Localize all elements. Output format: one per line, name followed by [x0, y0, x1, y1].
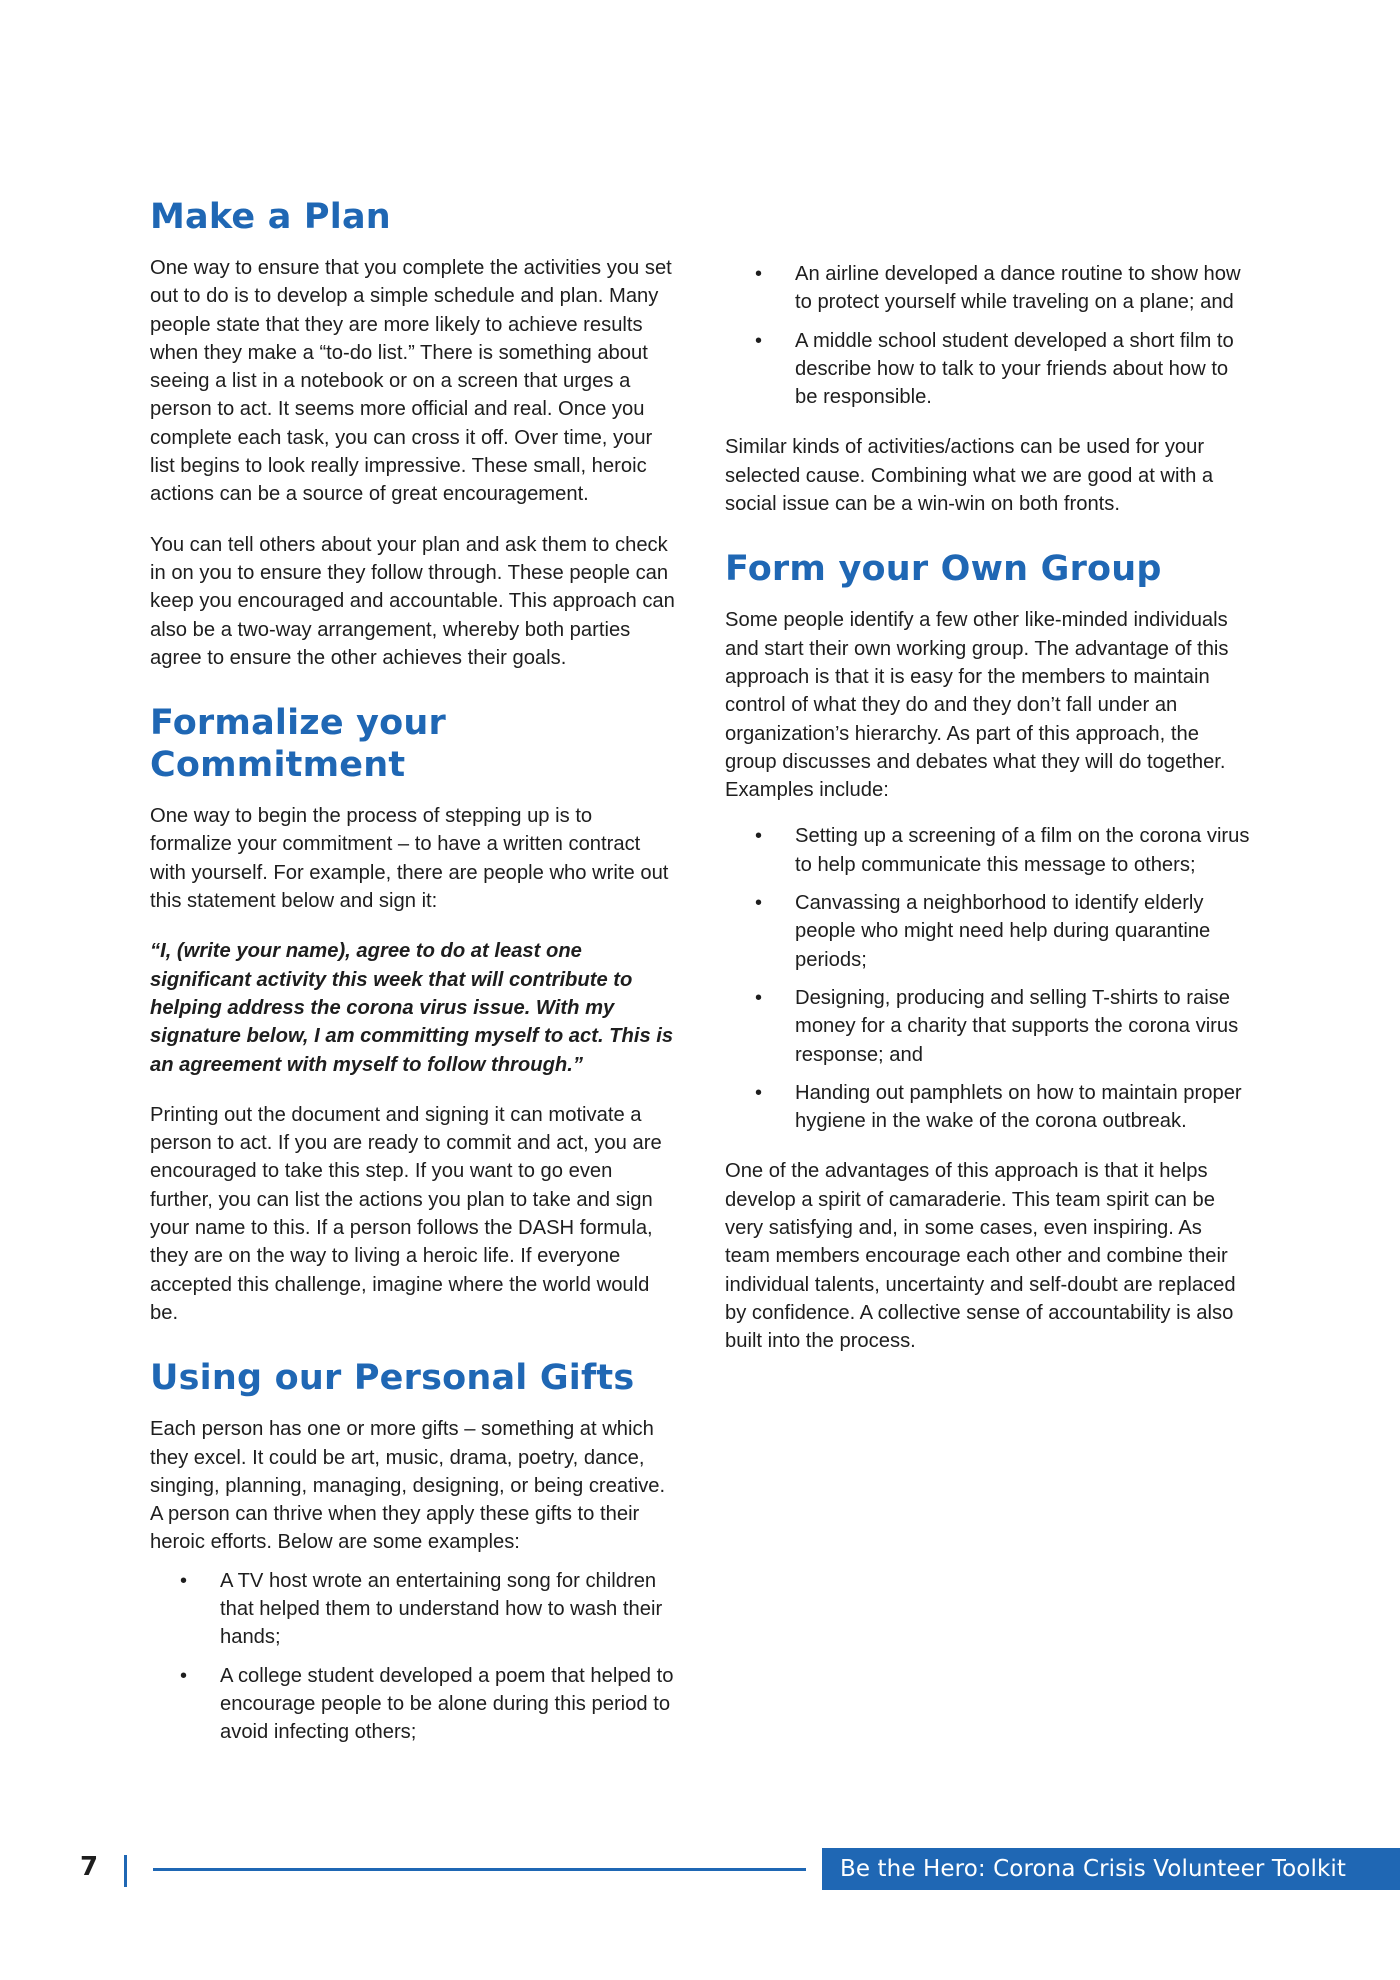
list-item — [725, 260, 1250, 317]
list-item — [725, 822, 1250, 879]
bullet-icon: • — [755, 1081, 763, 1104]
list-item-text: A middle school student developed a short film to describe how to talk to your friends about how to be responsible. — [795, 329, 1234, 409]
heading-formalize-commitment: Formalize your Commitment — [150, 703, 447, 786]
commitment-quote: “I, (write your name), agree to do at least one significant activity this week that will contribute to helping address the corona virus issue. With my signature below, I am committing myself to act. This is an agreement with myself to follow through.” — [150, 940, 674, 1076]
footer-rule — [153, 1868, 806, 1871]
commitment-paragraph-2: Printing out the document and signing it can motivate a person to act. If you are ready to commit and act, you are encouraged to take this step. If you want to go even further, you can list the actions you plan to take and sign your name to this. If a person follows the DASH formula, they are on the way to living a heroic life. If everyone accepted this challenge, imagine where the world would be. — [150, 1103, 662, 1324]
group-paragraph-2: One of the advantages of this approach is that it helps develop a spirit of camaraderie. This team spirit can be very satisfying and, in some cases, even inspiring. As team members encourage each other and combine their individual talents, uncertainty and self-doubt are replaced by confidence. A collective sense of accountability is also built into the process. — [725, 1160, 1236, 1353]
bullet-icon: • — [755, 329, 763, 352]
list-item-text: Designing, producing and selling T-shirts to raise money for a charity that supports the corona virus response; and — [795, 986, 1239, 1066]
similar-paragraph: Similar kinds of activities/actions can be used for your selected cause. Combining what we are good at with a social issue can be a win-win on both fronts. — [725, 436, 1214, 516]
gifts-paragraph-1: Each person has one or more gifts – something at which they excel. It could be art, music, drama, poetry, dance, singing, planning, managing, designing, or being creative. A person can thrive when they apply these gifts to their heroic efforts. Below are some examples: — [150, 1418, 666, 1554]
examples-bullet-list — [725, 260, 1250, 411]
bullet-icon: • — [755, 263, 763, 285]
bullet-icon: • — [755, 892, 763, 915]
list-item-text: Handing out pamphlets on how to maintain proper hygiene in the wake of the corona outbreak. — [795, 1081, 1242, 1133]
heading-make-a-plan: Make a Plan — [150, 197, 391, 237]
bullet-icon: • — [180, 1664, 188, 1687]
list-item — [150, 1662, 675, 1747]
list-item-text: Canvassing a neighborhood to identify elderly people who might need help during quarantine periods; — [795, 892, 1211, 971]
list-item-text: A TV host wrote an entertaining song for children that helped them to understand how to wash their hands; — [220, 1569, 663, 1649]
list-item — [725, 889, 1250, 974]
list-item — [725, 327, 1250, 412]
footer-title-banner: Be the Hero: Corona Crisis Volunteer Toolkit — [822, 1848, 1400, 1890]
plan-paragraph-2: You can tell others about your plan and ask them to check in on you to ensure they follow through. These people can keep you encouraged and accountable. This approach can also be a two-way arrangement, whereby both parties agree to ensure the other achieves their goals. — [150, 533, 675, 669]
plan-paragraph-1: One way to ensure that you complete the activities you set out to do is to develop a simple schedule and plan. Many people state that they are more likely to achieve results when they make a “to-do list.” There is something about seeing a list in a notebook or on a screen that urges a person to act. It seems more official and real. Once you complete each task, you can cross it off. Over time, your list begins to look really impressive. These small, heroic actions can be a source of great encouragement. — [150, 257, 672, 506]
heading-personal-gifts: Using our Personal Gifts — [150, 1358, 635, 1399]
gifts-bullet-list — [150, 1567, 675, 1747]
commitment-paragraph-1: One way to begin the process of stepping up is to formalize your commitment – to have a written contract with yourself. For example, there are people who write out this statement below and sign it: — [150, 805, 669, 913]
list-item-text: A college student developed a poem that helped to encourage people to be alone during this period to avoid infecting others; — [220, 1664, 674, 1744]
list-item-text: Setting up a screening of a film on the corona virus to help communicate this message to others; — [795, 825, 1250, 876]
right-column — [725, 260, 1250, 1378]
heading-form-group: Form your Own Group — [725, 549, 1162, 590]
group-paragraph-1: Some people identify a few other like-minded individuals and start their own working group. The advantage of this approach is that it is easy for the members to maintain control of what they do and they don’t fall under an organization’s hierarchy. As part of this approach, the group discusses and debates what they will do together. Examples include: — [725, 609, 1229, 802]
group-bullet-list — [725, 822, 1250, 1135]
list-item — [725, 1079, 1250, 1136]
list-item-text: An airline developed a dance routine to show how to protect yourself while traveling on a plane; and — [795, 263, 1241, 314]
list-item — [150, 1567, 675, 1652]
page-number: 7 — [80, 1852, 99, 1882]
list-item — [725, 984, 1250, 1069]
bullet-icon: • — [755, 825, 763, 848]
bullet-icon: • — [180, 1569, 188, 1592]
left-column — [150, 196, 675, 1768]
footer-divider — [124, 1855, 127, 1887]
bullet-icon: • — [755, 986, 763, 1009]
